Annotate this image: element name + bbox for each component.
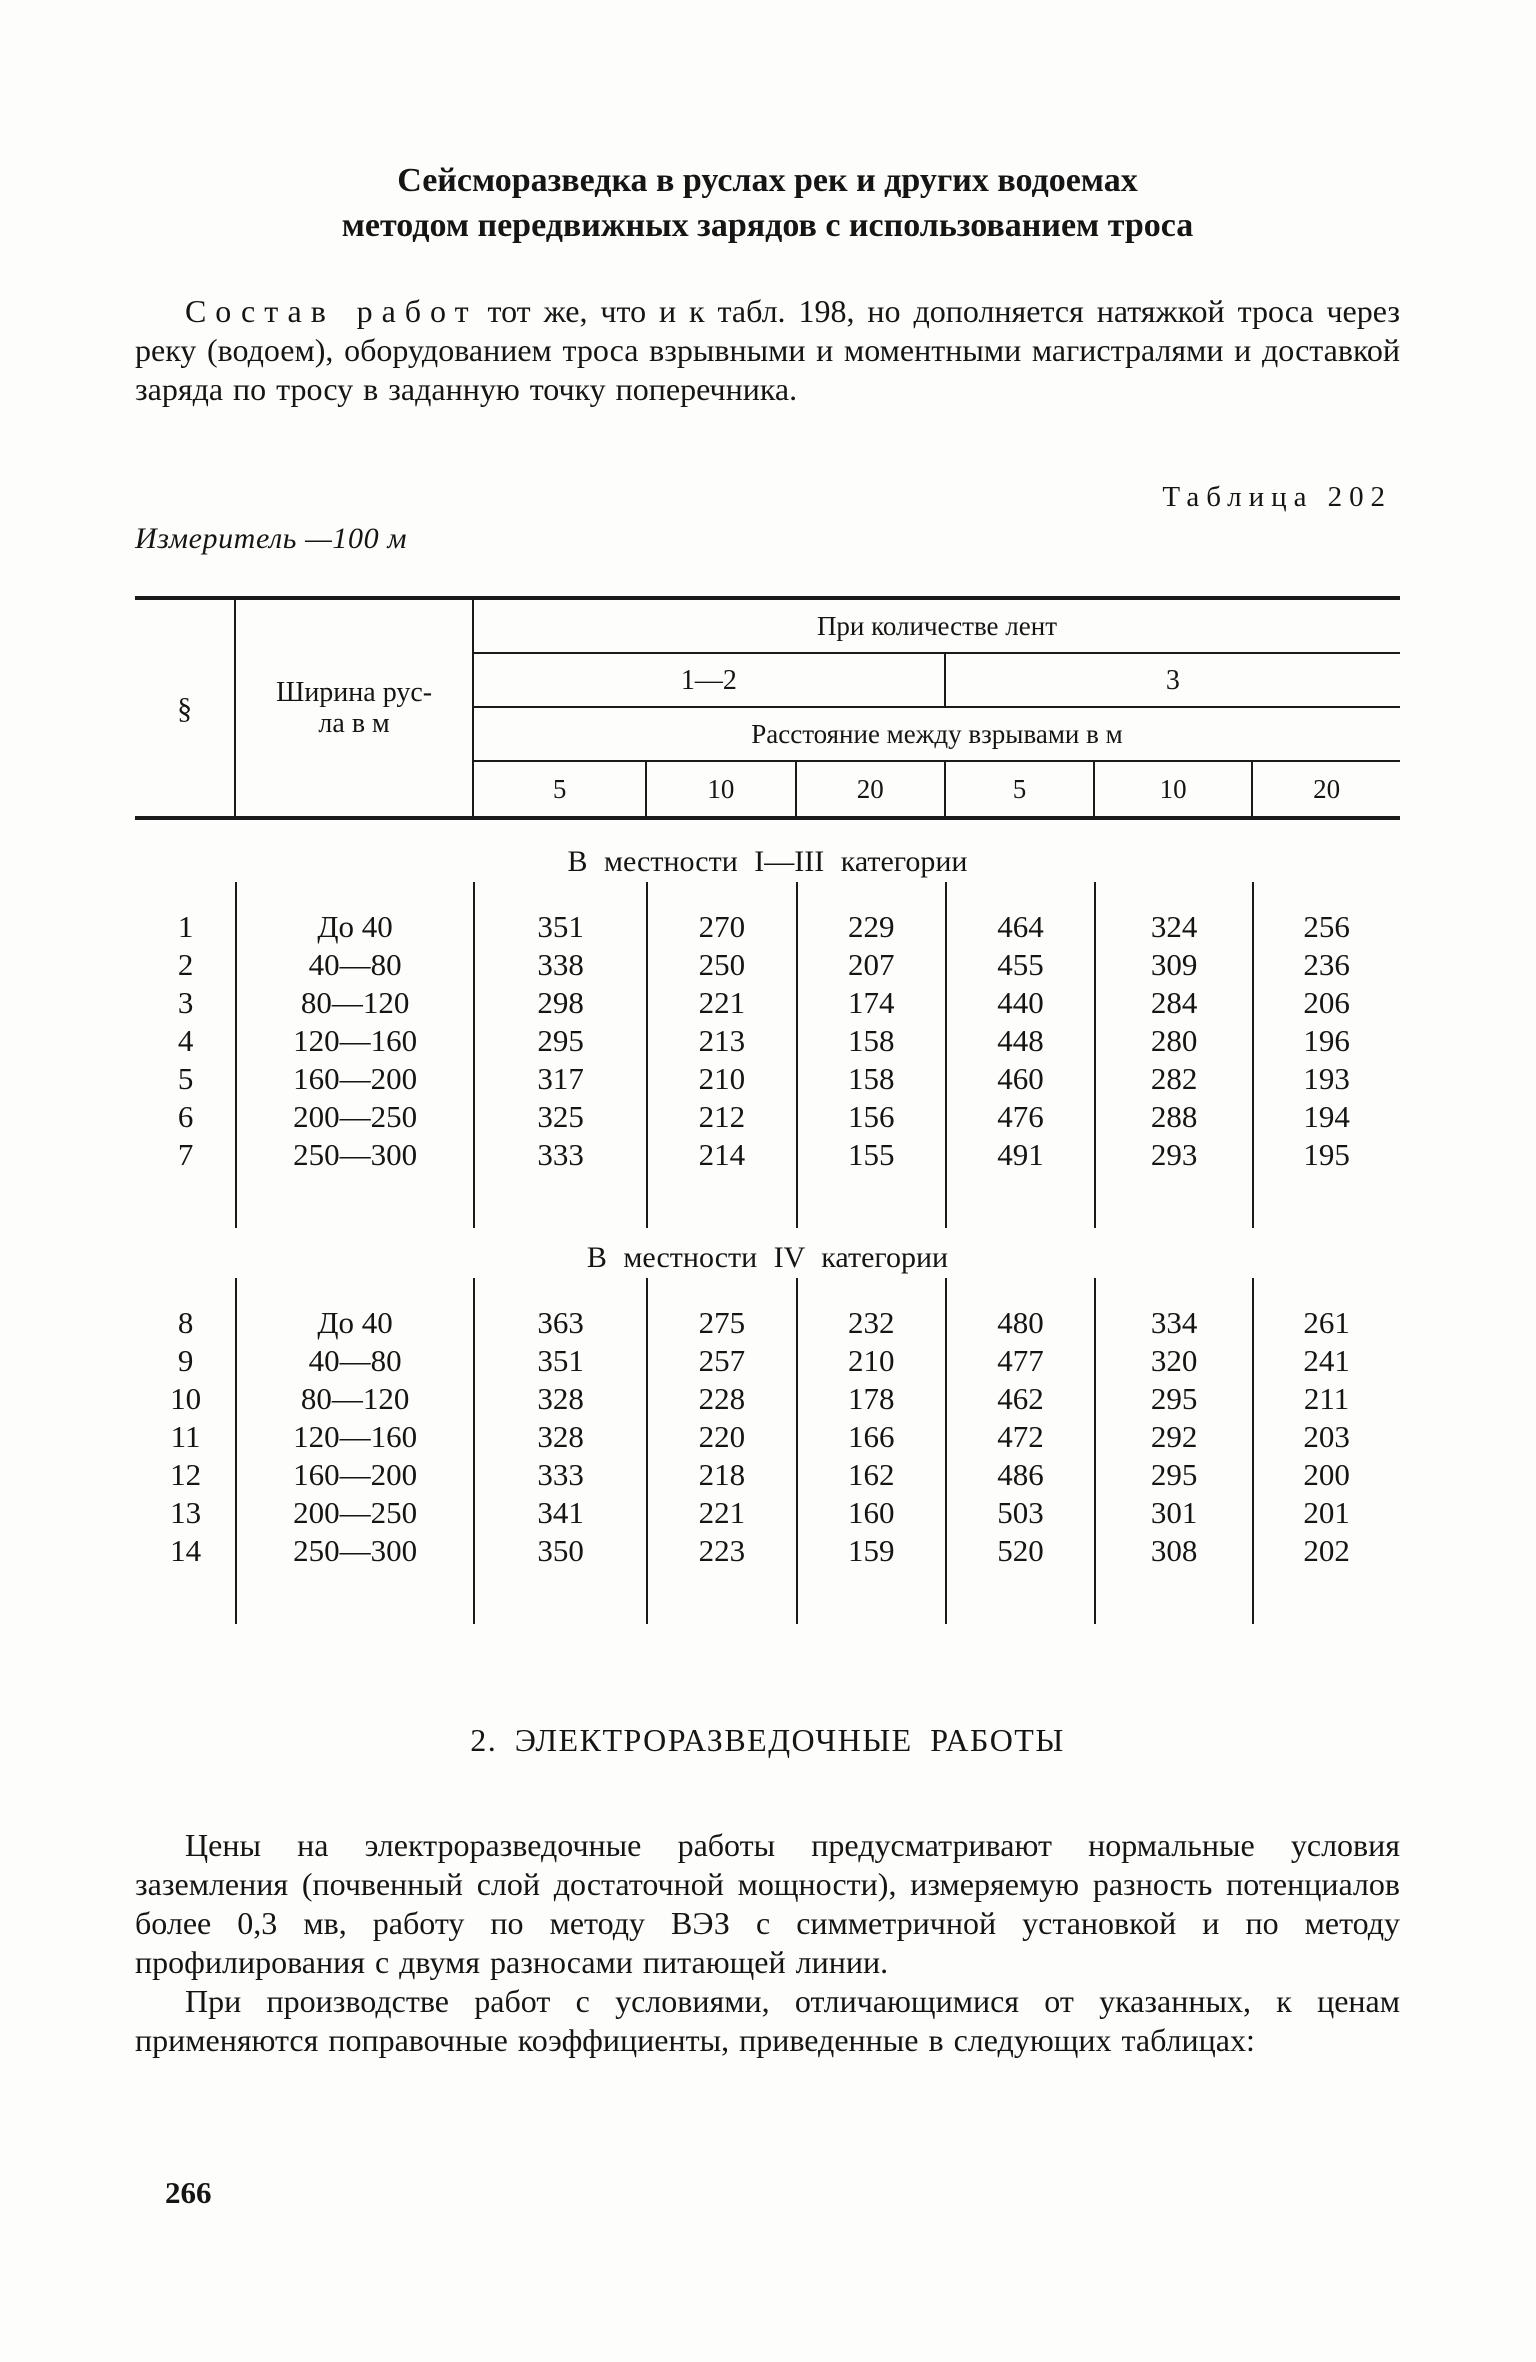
table-cell: 472 — [997, 1419, 1044, 1454]
table-cell: 174 — [847, 985, 895, 1020]
table-cell: 275 — [698, 1305, 746, 1340]
header-cell-channel-width-line-1: Ширина рус- — [276, 677, 433, 708]
table-row — [135, 1098, 1400, 1136]
table-grid-line — [1252, 882, 1254, 1228]
table-cell: 5 — [177, 1061, 194, 1096]
table-cell: 250 — [698, 947, 746, 982]
table-cell: 220 — [698, 1419, 746, 1454]
table-cell: 292 — [1150, 1419, 1198, 1454]
table-cell: 221 — [698, 985, 746, 1020]
table-cell: 156 — [847, 1099, 895, 1134]
table-cell: 317 — [537, 1061, 584, 1096]
table-cell: 213 — [698, 1023, 746, 1058]
table-row — [135, 1060, 1400, 1098]
table-cell: 200 — [1303, 1457, 1350, 1492]
electro-paragraph-1: Цены на электроразведочные работы предусматривают нормальные условия заземления (почвенный слой достаточной мощности), измеряемую разность потенциалов более 0,3 мв, работу по методу ВЭЗ с симметричной установкой и по методу профилирования с двумя разносами питающей линии. — [135, 1827, 1400, 1980]
table-cell: 8 — [177, 1305, 194, 1340]
table-cell: 12 — [170, 1457, 202, 1492]
table-cell: 40—80 — [308, 1343, 402, 1378]
table-cell: 160—200 — [293, 1061, 418, 1096]
table-cell: 350 — [537, 1533, 584, 1568]
table-cell: 211 — [1303, 1381, 1350, 1416]
table-cell: 221 — [698, 1495, 746, 1530]
table-cell: 455 — [997, 947, 1044, 982]
section-heading-category-1-3: В местности I—III категории — [567, 845, 968, 878]
table-cell: 3 — [177, 985, 194, 1020]
table-cell: До 40 — [317, 909, 393, 944]
table-cell: 203 — [1303, 1419, 1350, 1454]
header-cell-channel-width-line-2: ла в м — [318, 708, 390, 739]
table-cell: 236 — [1303, 947, 1350, 982]
table-cell: 440 — [997, 985, 1044, 1020]
table-cell: 257 — [698, 1343, 746, 1378]
table-cell: 295 — [537, 1023, 584, 1058]
table-cell: 462 — [997, 1381, 1044, 1416]
table-cell: 503 — [997, 1495, 1044, 1530]
table-cell: 120—160 — [293, 1023, 418, 1058]
table-cell: 207 — [847, 947, 895, 982]
table-cell: 160 — [847, 1495, 895, 1530]
table-grid-line — [1094, 1278, 1096, 1624]
table-cell: 158 — [847, 1023, 895, 1058]
table-cell: 464 — [997, 909, 1044, 944]
page-number: 266 — [165, 2175, 212, 2210]
table-cell: 280 — [1150, 1023, 1198, 1058]
table-row — [135, 1136, 1400, 1174]
table-row — [135, 1494, 1400, 1532]
table-cell: 270 — [698, 909, 746, 944]
table-cell: 486 — [997, 1457, 1044, 1492]
table-cell: 333 — [537, 1457, 584, 1492]
table-cell: 334 — [1150, 1305, 1198, 1340]
table-row — [135, 1456, 1400, 1494]
header-cell-section-sign: § — [135, 600, 236, 816]
table-cell: 228 — [698, 1381, 746, 1416]
table-cell: 491 — [997, 1137, 1044, 1172]
intro-lead: Состав работ — [185, 293, 478, 329]
table-cell: 1 — [177, 909, 194, 944]
table-cell: 10 — [170, 1381, 202, 1416]
table-grid-line — [945, 882, 947, 1228]
table-cell: 232 — [847, 1305, 895, 1340]
table-cell: 201 — [1303, 1495, 1350, 1530]
header-cell-tape-count: При количестве лент — [474, 600, 1400, 654]
table-cell: 120—160 — [293, 1419, 418, 1454]
table-cell: 40—80 — [308, 947, 402, 982]
table-cell: 210 — [847, 1343, 895, 1378]
table-cell: 333 — [537, 1137, 584, 1172]
table-cell: 80—120 — [300, 1381, 410, 1416]
table-cell: До 40 — [317, 1305, 393, 1340]
table-cell: 166 — [847, 1419, 895, 1454]
table-cell: 309 — [1150, 947, 1198, 982]
electro-paragraph-2: При производстве работ с условиями, отличающимися от указанных, к ценам применяются поправочные коэффициенты, приведенные в следующих таблицах: — [135, 1983, 1400, 2058]
table-row — [135, 1342, 1400, 1380]
measure-label: Измеритель —100 м — [135, 522, 408, 555]
table-cell: 520 — [997, 1533, 1044, 1568]
table-cell: 284 — [1150, 985, 1198, 1020]
table-cell: 218 — [698, 1457, 746, 1492]
table-cell: 301 — [1150, 1495, 1198, 1530]
table-cell: 229 — [847, 909, 895, 944]
table-cell: 338 — [537, 947, 584, 982]
table-cell: 195 — [1303, 1137, 1350, 1172]
table-cell: 7 — [177, 1137, 194, 1172]
table-cell: 256 — [1303, 909, 1350, 944]
table-cell: 155 — [847, 1137, 895, 1172]
table-cell: 200—250 — [293, 1495, 418, 1530]
table-grid-line — [1094, 882, 1096, 1228]
header-cell-distance-5a: 5 — [474, 762, 647, 816]
table-cell: 4 — [177, 1023, 194, 1058]
table-grid-line — [473, 1278, 475, 1624]
table-cell: 448 — [997, 1023, 1044, 1058]
header-cell-band-3: 3 — [946, 654, 1400, 708]
table-row — [135, 1304, 1400, 1342]
table-cell: 295 — [1150, 1457, 1198, 1492]
table-grid-line — [473, 882, 475, 1228]
table-cell: 295 — [1150, 1381, 1198, 1416]
table-grid-line — [646, 1278, 648, 1624]
table-cell: 202 — [1303, 1533, 1350, 1568]
table-grid-line — [1252, 1278, 1254, 1624]
header-cell-distance-10a: 10 — [647, 762, 796, 816]
table-grid-line — [235, 1278, 237, 1624]
intro-paragraph — [135, 292, 1400, 409]
table-grid-line — [235, 882, 237, 1228]
table-cell: 324 — [1150, 909, 1198, 944]
header-cell-channel-width — [236, 600, 474, 816]
table-cell: 193 — [1303, 1061, 1350, 1096]
table-cell: 210 — [698, 1061, 746, 1096]
table-cell: 206 — [1303, 985, 1350, 1020]
page-title-line-2: методом передвижных зарядов с использованием троса — [341, 207, 1194, 244]
table-cell: 477 — [997, 1343, 1044, 1378]
table-grid-line — [796, 1278, 798, 1624]
header-cell-distance-10b: 10 — [1095, 762, 1253, 816]
table-cell: 223 — [698, 1533, 746, 1568]
table-cell: 6 — [177, 1099, 194, 1134]
header-cell-band-1-2: 1—2 — [474, 654, 946, 708]
header-cell-blast-distance: Расстояние между взрывами в м — [474, 708, 1400, 762]
table-row — [135, 1532, 1400, 1570]
table-row — [135, 1022, 1400, 1060]
table-cell: 341 — [537, 1495, 584, 1530]
page-title — [135, 158, 1400, 248]
table-cell: 351 — [537, 909, 584, 944]
table-cell: 9 — [177, 1343, 194, 1378]
table-cell: 282 — [1150, 1061, 1198, 1096]
table-cell: 320 — [1150, 1343, 1198, 1378]
table-cell: 241 — [1303, 1343, 1350, 1378]
table-cell: 14 — [170, 1533, 202, 1568]
table-cell: 250—300 — [293, 1533, 418, 1568]
table-row — [135, 1380, 1400, 1418]
table-cell: 212 — [698, 1099, 746, 1134]
table-cell: 162 — [847, 1457, 895, 1492]
table-cell: 308 — [1150, 1533, 1198, 1568]
table-cell: 2 — [177, 947, 194, 982]
table-cell: 200—250 — [293, 1099, 418, 1134]
table-cell: 328 — [537, 1381, 584, 1416]
table-cell: 196 — [1303, 1023, 1350, 1058]
table-cell: 250—300 — [293, 1137, 418, 1172]
table-grid-line — [945, 1278, 947, 1624]
table-cell: 158 — [847, 1061, 895, 1096]
table-cell: 325 — [537, 1099, 584, 1134]
table-cell: 298 — [537, 985, 584, 1020]
table-cell: 194 — [1303, 1099, 1350, 1134]
table-cell: 159 — [847, 1533, 895, 1568]
table-cell: 328 — [537, 1419, 584, 1454]
table-cell: 13 — [170, 1495, 202, 1530]
table-cell: 178 — [847, 1381, 895, 1416]
table-number-label: Таблица 202 — [1162, 481, 1392, 513]
table-cell: 480 — [997, 1305, 1044, 1340]
table-cell: 160—200 — [293, 1457, 418, 1492]
table-row — [135, 1418, 1400, 1456]
table-body-category-1-3 — [135, 882, 1400, 1228]
table-cell: 460 — [997, 1061, 1044, 1096]
header-cell-distance-20a: 20 — [797, 762, 946, 816]
table-cell: 261 — [1303, 1305, 1350, 1340]
table-header — [135, 596, 1400, 820]
header-cell-distance-5b: 5 — [946, 762, 1095, 816]
table-cell: 11 — [170, 1419, 201, 1454]
section-heading-category-4: В местности IV категории — [586, 1241, 949, 1274]
table-body-category-4 — [135, 1278, 1400, 1624]
table-row — [135, 908, 1400, 946]
table-grid-line — [796, 882, 798, 1228]
intro-rest: тот же, что и к табл. 198, но дополняется натяжкой троса через реку (водоем), оборудованием троса взрывными и моментными магистралями и доставкой заряда по тросу в заданную точку поперечника. — [135, 293, 1400, 407]
table-row — [135, 984, 1400, 1022]
header-cell-distance-20b: 20 — [1313, 773, 1341, 804]
table-row — [135, 946, 1400, 984]
chapter-heading-electro-survey: 2. ЭЛЕКТРОРАЗВЕДОЧНЫЕ РАБОТЫ — [470, 1722, 1065, 1758]
table-cell: 214 — [698, 1137, 746, 1172]
table-cell: 363 — [537, 1305, 584, 1340]
table-cell: 288 — [1150, 1099, 1198, 1134]
table-cell: 80—120 — [300, 985, 410, 1020]
table-cell: 293 — [1150, 1137, 1198, 1172]
page-title-line-1: Сейсморазведка в руслах рек и других водоемах — [397, 162, 1138, 199]
table-cell: 351 — [537, 1343, 584, 1378]
table-grid-line — [646, 882, 648, 1228]
table-cell: 476 — [997, 1099, 1044, 1134]
